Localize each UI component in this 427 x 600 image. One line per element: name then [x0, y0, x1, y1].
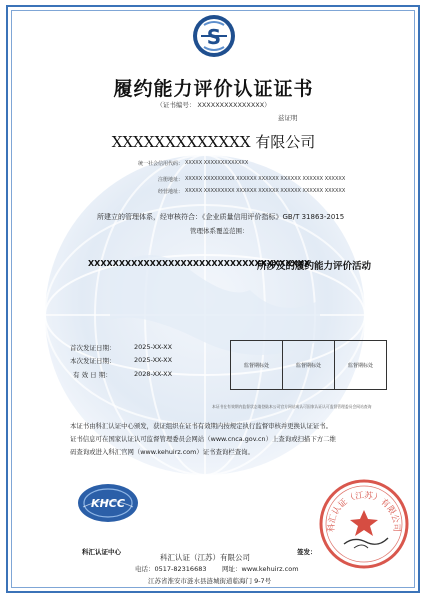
- expiry-value: 2028-XX-XX: [134, 370, 173, 378]
- credit-code-value: XXXXX XXXXXXXXXXXXX: [185, 160, 249, 166]
- company-name: XXXXXXXXXXXXX 有限公司: [111, 133, 316, 151]
- reg-address-label: 注册地址：: [157, 177, 183, 183]
- info-paragraph-line-3: 码查询或进入科汇官网（www.kehuirz.com）证书查询栏查询。: [70, 448, 254, 456]
- svg-text:S: S: [206, 25, 222, 49]
- first-issue-label: 首次发证日期：: [70, 344, 116, 352]
- address: 江苏省淮安市涟水县涟城街道临海门 9-7号: [148, 577, 272, 585]
- supervision-cell: 监督期标处: [283, 341, 335, 389]
- info-paragraph-line-2: 证书信息可在国家认证认可监督管理委员会网站（www.cnca.gov.cn）上查询或扫描下方二维: [70, 435, 336, 443]
- first-issue-value: 2025-XX-XX: [134, 343, 173, 351]
- supervision-table: [230, 340, 387, 390]
- certificate-number: （证书编号： XXXXXXXXXXXXXXX）: [156, 101, 271, 109]
- org-name: 科汇认证（江苏）有限公司: [160, 553, 250, 562]
- expiry-label: 有 效 日 期：: [73, 371, 112, 379]
- scope-placeholder: XXXXXXXXXXXXXXXXXXXXXXXXXXXXXXXXXXXX: [88, 259, 311, 268]
- supervision-cell: 监督期标处: [347, 362, 373, 369]
- op-address-label: 经营地址：: [157, 189, 183, 195]
- scope-text: 所涉及的履约能力评价活动: [257, 261, 372, 272]
- website: 网址：www.kehuirz.com: [222, 565, 299, 573]
- center-label: 科汇认证中心: [82, 548, 121, 556]
- supervision-note: 本证书在有效期内监督状态请登陆本公司官方网站或认可国家认证认可监督管理委员会网站查询: [212, 404, 372, 409]
- statement-line-1: 所建立的管理体系，经审核符合：《企业质量信用评价指标》GB/T 31863-2015: [97, 213, 345, 221]
- info-paragraph-line-1: 本证书由科汇认证中心颁发，获证组织在证书有效期内按规定执行监督审核并更换认证证书。: [70, 422, 333, 430]
- khcc-text: KHCC: [91, 497, 125, 510]
- phone: 电话：0517-82316683: [135, 565, 207, 573]
- company-seal-icon: [318, 478, 410, 570]
- credit-code-label: 统一社会信用代码：: [137, 161, 183, 167]
- this-issue-value: 2025-XX-XX: [134, 356, 173, 364]
- khcc-emblem-icon: [77, 483, 139, 523]
- kh-logo-icon: [192, 14, 236, 58]
- supervision-cell: 监督期标处: [231, 341, 283, 389]
- certificate-title: 履约能力评价认证证书: [113, 78, 314, 100]
- svg-text:科汇认证（江苏）有限公司: 科汇认证（江苏）有限公司: [326, 490, 402, 533]
- this-issue-label: 本次发证日期：: [70, 357, 116, 365]
- attest-label: 兹证明: [278, 114, 298, 122]
- reg-address-value: XXXXX XXXXXXXXX XXXXXX XXXXXX XXXXXX XXXXXX XXXXXX: [185, 176, 346, 182]
- op-address-value: XXXXX XXXXXXXXX XXXXXX XXXXXX XXXXXX XXXXXX XXXXXX: [185, 188, 346, 194]
- statement-line-2: 管理体系覆盖范围：: [190, 227, 249, 235]
- sign-label: 签发：: [297, 548, 317, 556]
